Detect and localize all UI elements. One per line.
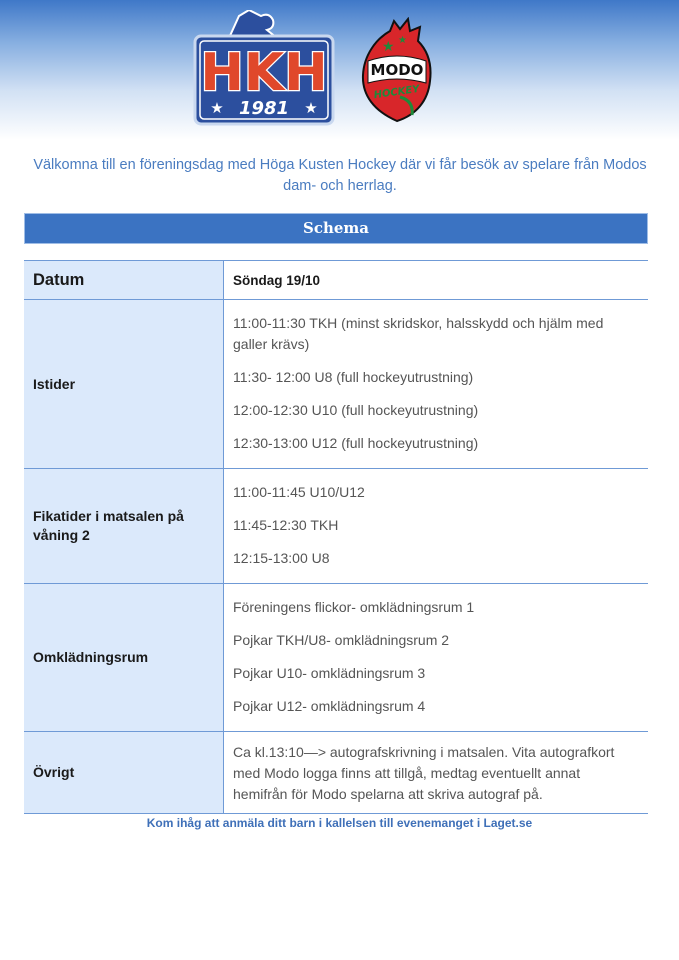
schema-title: Schema bbox=[302, 219, 369, 237]
intro-text: Välkomna till en föreningsdag med Höga Kusten Hockey där vi får besök av spelare från Modos dam- och herrlag. bbox=[33, 157, 647, 194]
schedule-table bbox=[24, 260, 648, 814]
star-icon: ★ bbox=[210, 99, 224, 117]
list-item: 11:00-11:30 TKH (minst skridskor, halsskydd och hjälm med galler krävs) bbox=[233, 315, 604, 352]
row-label: Fikatider i matsalen på våning 2 bbox=[24, 469, 224, 584]
list-item: 12:00-12:30 U10 (full hockeyutrustning) bbox=[233, 402, 479, 418]
list-item: 11:00-11:45 U10/U12 bbox=[233, 484, 365, 500]
list-item: Pojkar TKH/U8- omklädningsrum 2 bbox=[233, 632, 450, 648]
table-row-istider bbox=[24, 300, 648, 469]
modo-logo-subtext: HOCKEY bbox=[373, 83, 421, 102]
table-row-datum bbox=[24, 261, 648, 300]
star-icon: ★ bbox=[398, 35, 407, 46]
row-label: Istider bbox=[24, 300, 224, 469]
list-item: Pojkar U10- omklädningsrum 3 bbox=[233, 665, 426, 681]
list-item: 11:30- 12:00 U8 (full hockeyutrustning) bbox=[233, 369, 474, 385]
table-row-omkladningsrum bbox=[24, 584, 648, 732]
hkh-logo bbox=[191, 10, 337, 126]
star-icon: ★ bbox=[304, 99, 318, 117]
footer-note: Kom ihåg att anmäla ditt barn i kallelsen till evenemanget i Laget.se bbox=[146, 816, 533, 830]
list-item: 12:30-13:00 U12 (full hockeyutrustning) bbox=[233, 435, 479, 451]
list-item: Pojkar U12- omklädningsrum 4 bbox=[233, 698, 426, 714]
star-icon: ★ bbox=[382, 39, 395, 55]
entry-list bbox=[233, 469, 636, 583]
list-item: Föreningens flickor- omklädningsrum 1 bbox=[233, 599, 475, 615]
list-item: 11:45-12:30 TKH bbox=[233, 517, 339, 533]
hkh-logo-text: HKH bbox=[200, 43, 328, 103]
row-label: Övrigt bbox=[24, 732, 224, 814]
schema-title-bar bbox=[24, 213, 648, 244]
row-text: Ca kl.13:10—> autografskrivning i matsalen. Vita autografkort med Modo logga finns att tillgå, medtag eventuellt annat hemifrån för Modo spelarna att skriva autograf på. bbox=[233, 744, 615, 802]
row-label: Omklädningsrum bbox=[24, 584, 224, 732]
entry-list bbox=[233, 300, 636, 468]
hkh-logo-year: 1981 bbox=[238, 98, 290, 119]
list-item: 12:15-13:00 U8 bbox=[233, 550, 330, 566]
modo-logo-text: MODO bbox=[370, 61, 424, 79]
row-label: Datum bbox=[24, 261, 224, 300]
logos-header bbox=[0, 0, 679, 140]
modo-logo bbox=[360, 17, 434, 123]
table-row-fikatider bbox=[24, 469, 648, 584]
row-value-date: Söndag 19/10 bbox=[224, 261, 649, 300]
table-row-ovrigt bbox=[24, 732, 648, 814]
entry-list bbox=[233, 584, 636, 731]
